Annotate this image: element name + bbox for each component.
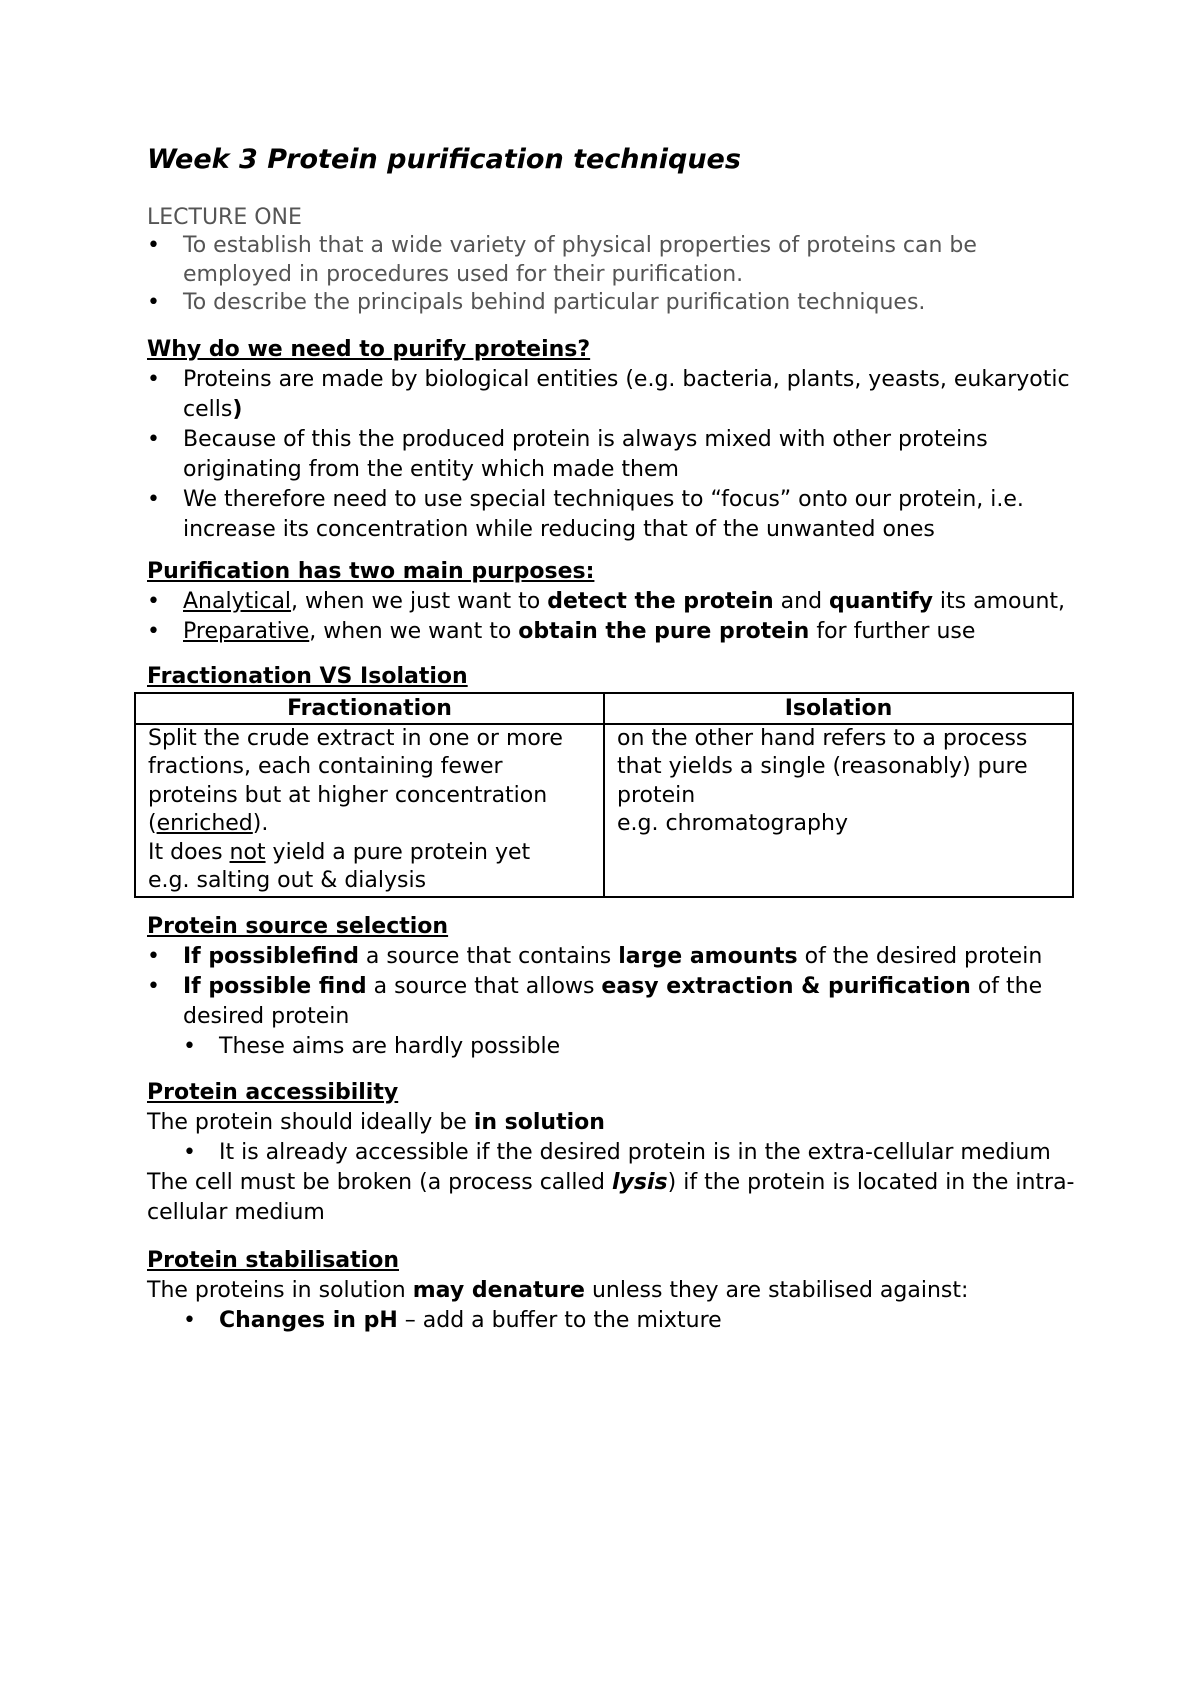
objectives-list [147,232,1077,318]
stabilisation-paragraph: The proteins in solution may denature unless they are stabilised against: [147,1277,969,1303]
bullet-icon: • [147,588,160,614]
section-heading-source: Protein source selection [147,913,449,939]
list-item: • Because of this the produced protein is always mixed with other proteins originating from the entity which made them [147,426,988,482]
section-heading-stabilisation: Protein stabilisation [147,1247,399,1273]
page-title: Week 3 Protein purification techniques [147,144,741,175]
table-cell-fractionation: Split the crude extract in one or more fractions, each containing fewer proteins but at higher concentration (enriched). It does not yield a pure protein yet e.g. salting out & dialysis [135,724,604,897]
section-heading-fractionation: Fractionation VS Isolation [147,663,468,689]
bullet-icon: • [147,426,160,452]
bullet-icon: • [147,233,160,258]
section-heading-accessibility: Protein accessibility [147,1079,399,1105]
document-page [147,140,1077,1336]
list-item: • These aims are hardly possible [219,1032,1077,1062]
source-sublist [147,1032,1077,1062]
bullet-icon: • [183,1139,196,1165]
list-item: • Changes in pH – add a buffer to the mixture [219,1306,1077,1336]
stabilisation-sublist [147,1306,1077,1336]
bullet-icon: • [147,943,160,969]
bullet-icon: • [183,1033,196,1059]
bullet-icon: • [183,1307,196,1333]
source-list [147,942,1077,1032]
table-header-row [135,693,1073,724]
section-heading-why: Why do we need to purify proteins? [147,336,591,362]
list-item: • Analytical, when we just want to detect the protein and quantify its amount, [183,587,1077,617]
lysis-paragraph: The cell must be broken (a process called lysis) if the protein is located in the intra-cellular medium [147,1169,1075,1225]
list-item: • We therefore need to use special techniques to “focus” onto our protein, i.e. increase its concentration while reducing that of the unwanted ones [147,486,1024,542]
table-cell-isolation: on the other hand refers to a process that yields a single (reasonably) pure protein e.g. chromatography [604,724,1073,897]
list-item: • Proteins are made by biological entities (e.g. bacteria, plants, yeasts, eukaryotic cells) [147,366,1070,422]
table-header-fractionation: Fractionation [135,693,604,724]
table-row [135,724,1073,897]
list-item: • To describe the principals behind particular purification techniques. [183,289,1077,318]
list-item: • To establish that a wide variety of physical properties of proteins can be employed in procedures used for their purification. [147,233,977,287]
bullet-icon: • [147,366,160,392]
table-header-isolation: Isolation [604,693,1073,724]
list-item: • Preparative, when we want to obtain the pure protein for further use [183,617,1077,647]
section-heading-purposes: Purification has two main purposes: [147,558,595,584]
bullet-icon: • [147,290,160,315]
lecture-label: LECTURE ONE [147,205,302,230]
bullet-icon: • [147,618,160,644]
purposes-list [147,587,1077,647]
bullet-icon: • [147,973,160,999]
list-item: • It is already accessible if the desired protein is in the extra-cellular medium [219,1138,1077,1168]
bullet-icon: • [147,486,160,512]
fractionation-table [134,692,1074,898]
list-item: • If possible find a source that allows easy extraction & purification of the desired protein [147,973,1043,1029]
list-item: • If possiblefind a source that contains large amounts of the desired protein [183,942,1077,972]
accessibility-sublist [147,1138,1077,1168]
why-list [147,365,1077,545]
accessibility-paragraph: The protein should ideally be in solution [147,1109,605,1135]
